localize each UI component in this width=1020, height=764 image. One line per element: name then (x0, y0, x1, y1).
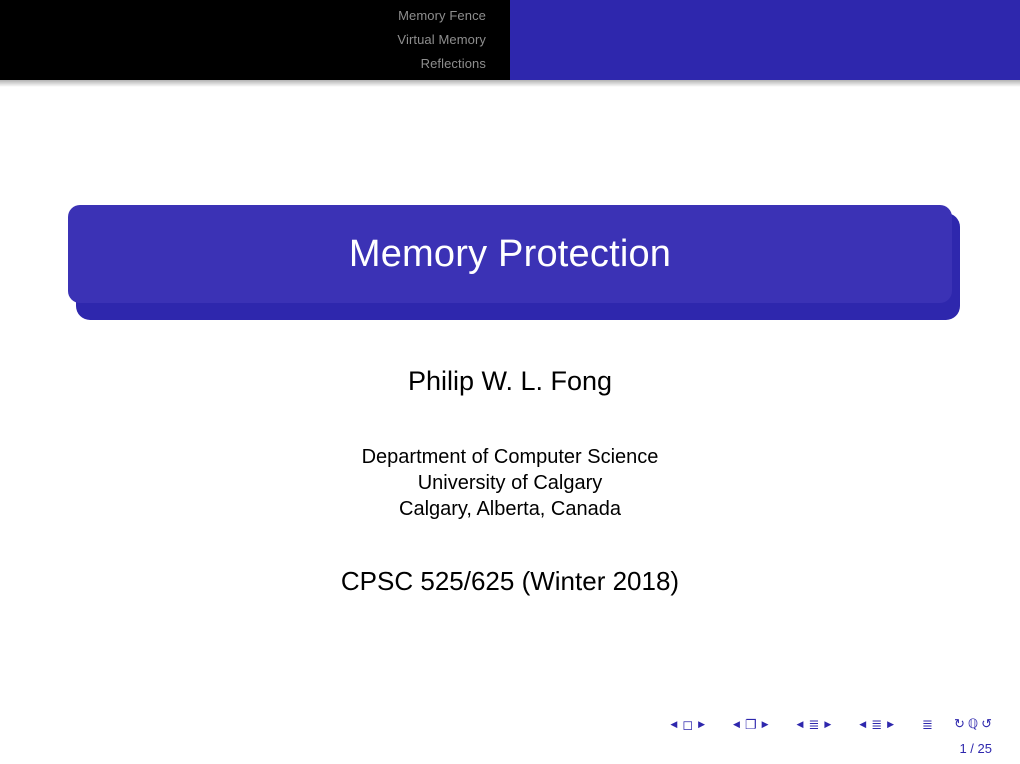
slide-list-icon[interactable]: ≣ (808, 716, 820, 732)
page-title: Memory Protection (348, 232, 672, 275)
header-drop-shadow (0, 80, 1020, 87)
redo-icon[interactable]: ↺ (981, 716, 992, 731)
search-icon[interactable]: ℚ (967, 716, 979, 731)
affiliation-line-university: University of Calgary (417, 472, 603, 494)
section-nav-item-virtual-memory[interactable]: Virtual Memory (397, 32, 486, 47)
section-nav-item-memory-fence[interactable]: Memory Fence (398, 8, 486, 23)
triangle-right-icon[interactable]: ▶ (824, 718, 832, 729)
nav-next-slide[interactable] (859, 718, 894, 731)
slide-section-nav[interactable] (0, 0, 510, 80)
slide-list-icon[interactable]: ≣ (871, 716, 883, 732)
first-slide-icon[interactable]: ◻ (682, 716, 694, 732)
triangle-right-icon[interactable]: ▶ (887, 718, 895, 729)
nav-previous-frame[interactable] (733, 718, 769, 731)
triangle-left-icon[interactable]: ◀ (670, 718, 678, 729)
nav-previous-slide[interactable] (797, 718, 832, 731)
last-slide-icon[interactable]: ≣ (922, 716, 933, 732)
triangle-right-icon[interactable]: ▶ (761, 718, 769, 729)
slide-header-bar (0, 0, 1020, 80)
affiliation-line-department: Department of Computer Science (361, 446, 659, 468)
undo-icon[interactable]: ↻ (953, 716, 965, 731)
nav-first-slide[interactable] (670, 718, 705, 731)
footer-navigation[interactable] (670, 716, 992, 732)
course-label: CPSC 525/625 (Winter 2018) (340, 566, 680, 596)
title-banner (68, 205, 952, 303)
frame-icon[interactable]: ❐ (744, 716, 757, 732)
author-name: Philip W. L. Fong (407, 366, 613, 396)
section-nav-item-reflections[interactable]: Reflections (420, 56, 486, 71)
triangle-right-icon[interactable]: ▶ (698, 718, 706, 729)
triangle-left-icon[interactable]: ◀ (796, 718, 804, 729)
triangle-left-icon[interactable]: ◀ (859, 718, 867, 729)
title-block (68, 205, 952, 320)
triangle-left-icon[interactable]: ◀ (733, 718, 740, 729)
page-number: 1 / 25 (959, 741, 992, 756)
nav-loop-controls[interactable] (954, 716, 992, 732)
affiliation-line-city: Calgary, Alberta, Canada (399, 498, 621, 520)
affiliation-block (0, 444, 1020, 522)
